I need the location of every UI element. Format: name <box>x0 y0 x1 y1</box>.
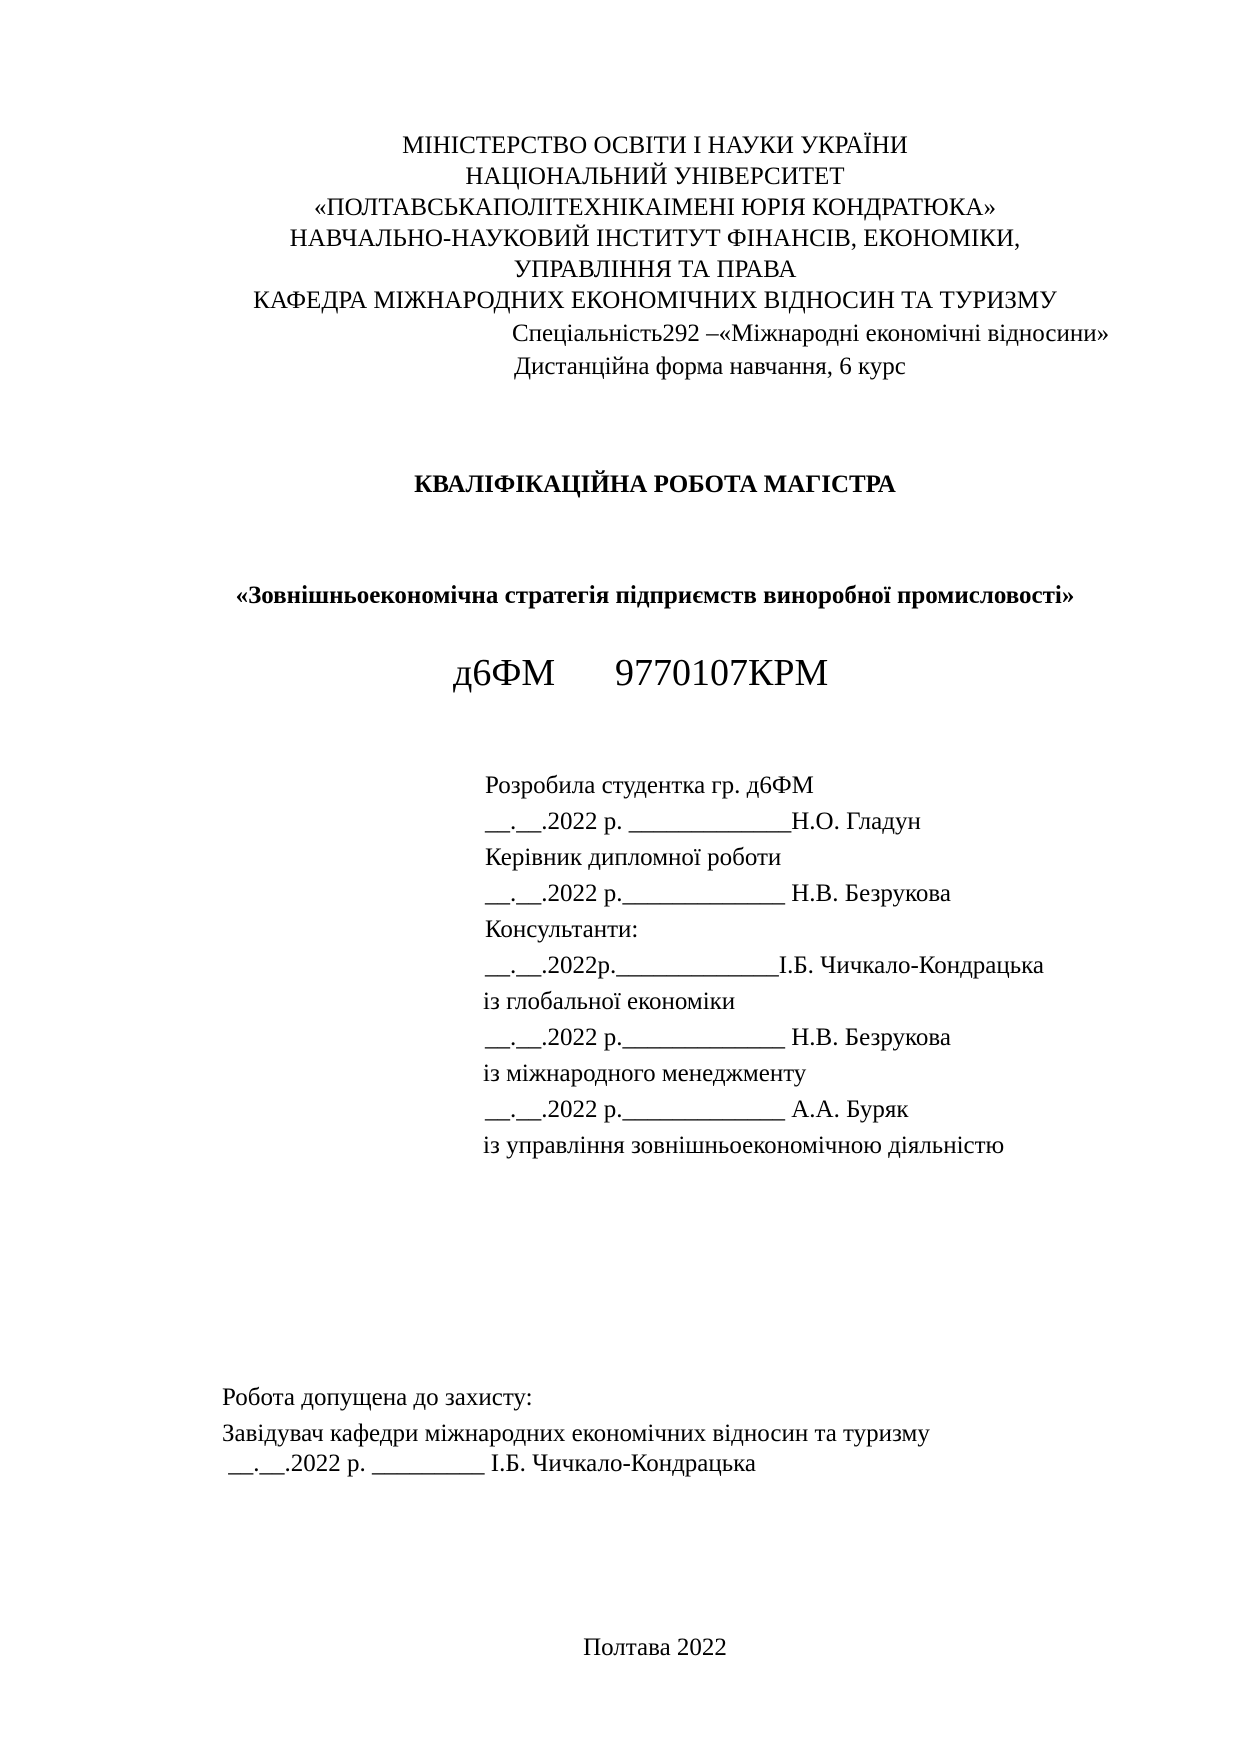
supervisor-signature-line: __.__.2022 р._____________ Н.В. Безрукова <box>485 880 951 907</box>
work-title: «Зовнішньоекономічна стратегія підприємств виноробної промисловості» <box>235 582 1075 609</box>
consultant3-area: із управління зовнішньоекономічною діяльністю <box>483 1132 1005 1159</box>
admission-label: Робота допущена до захисту: <box>222 1384 533 1411</box>
consultant2-area: із міжнародного менеджменту <box>483 1060 807 1087</box>
work-type-heading: КВАЛІФІКАЦІЙНА РОБОТА МАГІСТРА <box>414 471 896 498</box>
consultant2-signature-line: __.__.2022 р._____________ Н.В. Безрукова <box>485 1024 951 1051</box>
department-head-signature-line: __.__.2022 р. _________ І.Б. Чичкало-Кондрацька <box>222 1450 757 1477</box>
department-heading: КАФЕДРА МІЖНАРОДНИХ ЕКОНОМІЧНИХ ВІДНОСИН ТА ТУРИЗМУ <box>253 287 1057 314</box>
study-form-line: Дистанційна форма навчання, 6 курс <box>514 353 906 380</box>
developer-signature-line: __.__.2022 р. _____________Н.О. Гладун <box>485 808 921 835</box>
group-code: д6ФМ <box>453 652 556 694</box>
institute-heading-line1: НАВЧАЛЬНО-НАУКОВИЙ ІНСТИТУТ ФІНАНСІВ, ЕКОНОМІКИ, <box>289 225 1021 252</box>
consultant1-signature-line: __.__.2022р._____________І.Б. Чичкало-Кондрацька <box>485 952 1045 979</box>
specialty-line: Спеціальність292 –«Міжнародні економічні відносини» <box>512 320 1110 347</box>
institute-heading-line2: УПРАВЛІННЯ ТА ПРАВА <box>513 256 797 283</box>
consultants-label: Консультанти: <box>485 916 639 943</box>
university-heading-line1: НАЦІОНАЛЬНИЙ УНІВЕРСИТЕТ <box>465 163 845 190</box>
university-heading-line2: «ПОЛТАВСЬКАПОЛІТЕХНІКАІМЕНІ ЮРІЯ КОНДРАТЮКА» <box>314 194 996 221</box>
developer-label: Розробила студентка гр. д6ФМ <box>485 772 814 799</box>
consultant1-area: із глобальної економіки <box>483 988 736 1015</box>
department-head-line: Завідувач кафедри міжнародних економічних відносин та туризму <box>222 1420 930 1447</box>
supervisor-label: Керівник дипломної роботи <box>485 844 782 871</box>
city-year: Полтава 2022 <box>583 1634 727 1661</box>
document-code: 9770107КРМ <box>615 652 829 694</box>
consultant3-signature-line: __.__.2022 р._____________ А.А. Буряк <box>485 1096 909 1123</box>
ministry-heading: МІНІСТЕРСТВО ОСВІТИ І НАУКИ УКРАЇНИ <box>402 132 908 159</box>
